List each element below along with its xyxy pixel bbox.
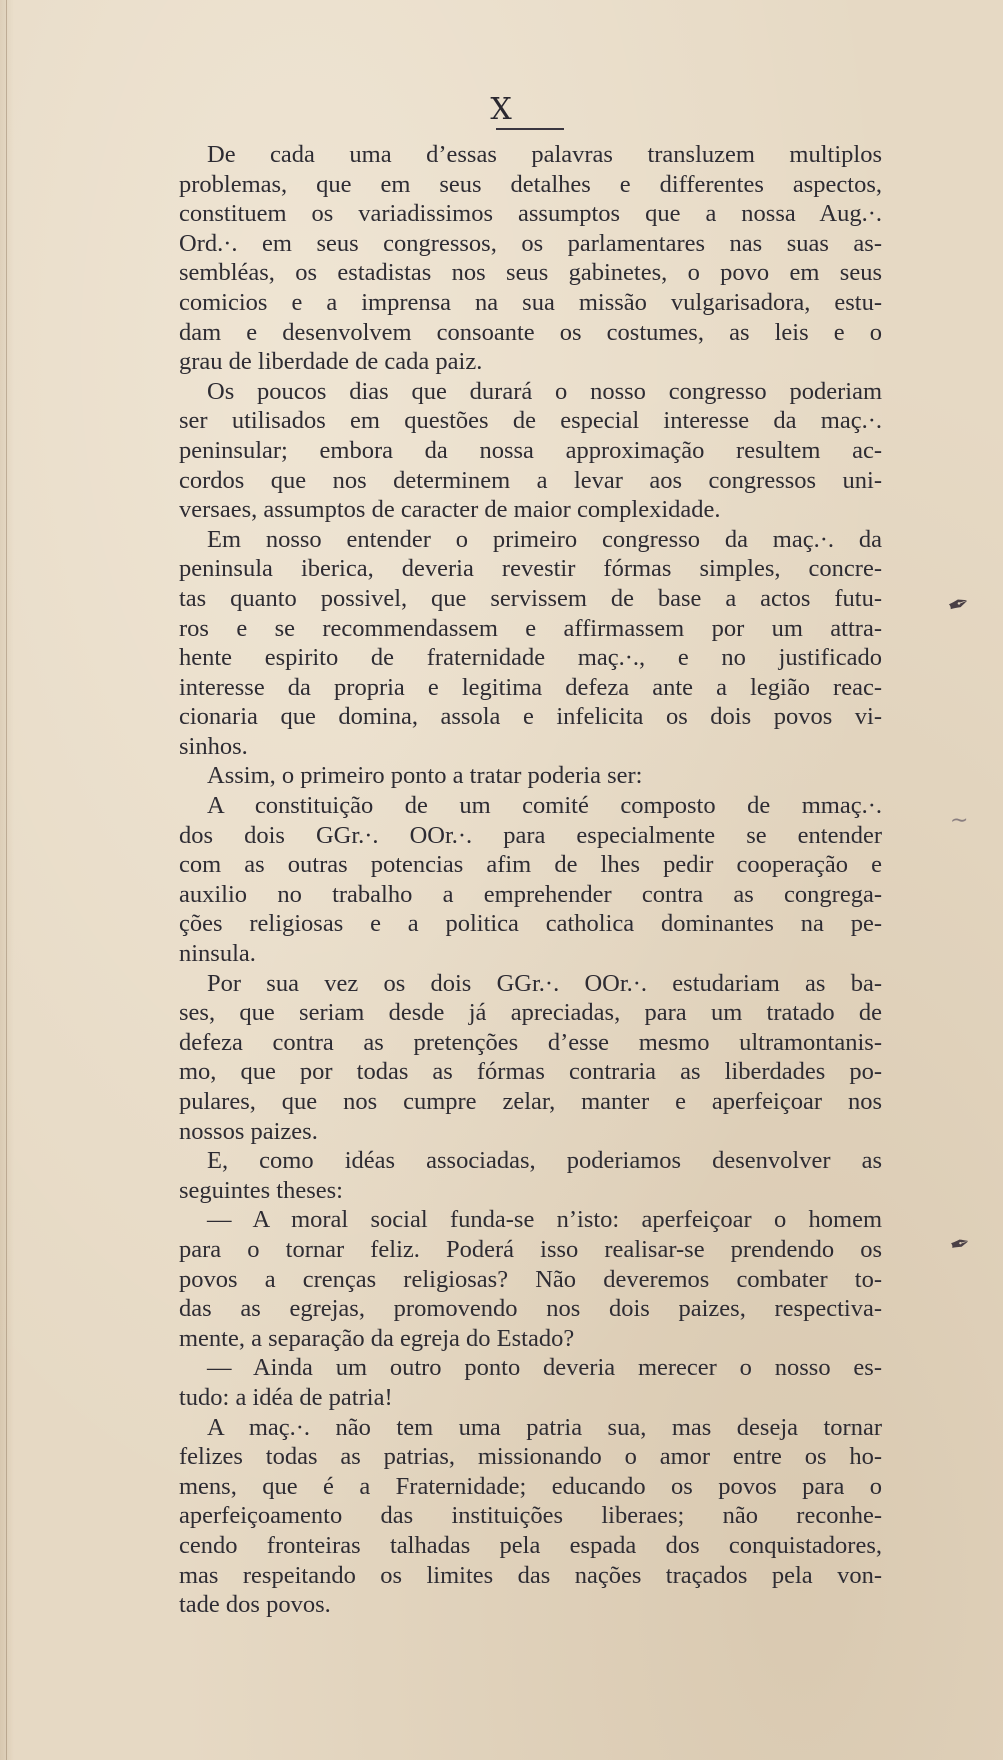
text-line: com as outras potencias afim de lhes pedir cooperação e (179, 851, 882, 879)
text-line: Ord.·. em seus congressos, os parlamentares nas suas as- (179, 229, 882, 257)
text-line: dos dois GGr.·. OOr.·. para especialmente se entender (179, 821, 882, 849)
text-line: grau de liberdade de cada paiz. (179, 348, 483, 376)
text-line: E, como idéas associadas, poderiamos desenvolver as (207, 1147, 882, 1175)
text-line: tas quanto possivel, que servissem de base a actos futu- (179, 584, 882, 612)
text-line: cionaria que domina, assola e infelicita os dois povos vi- (179, 703, 882, 731)
text-line: mo, que por todas as fórmas contraria as liberdades po- (179, 1058, 882, 1086)
text-line: Assim, o primeiro ponto a tratar poderia ser: (207, 762, 643, 790)
text-line: constituem os variadissimos assumptos que a nossa Aug.·. (179, 200, 882, 228)
text-line: aperfeiçoamento das instituições liberaes; não reconhe- (179, 1502, 882, 1530)
page-number: X (490, 92, 513, 127)
text-line: mente, a separação da egreja do Estado? (179, 1324, 575, 1352)
text-line: peninsular; embora da nossa approximação resultem ac- (179, 436, 882, 464)
text-line: interesse da propria e legitima defeza ante a legião reac- (179, 673, 882, 701)
text-line: ninsula. (179, 940, 256, 968)
page-number-rule (496, 128, 564, 130)
text-line: cendo fronteiras talhadas pela espada dos conquistadores, (179, 1531, 882, 1559)
text-line: para o tornar feliz. Poderá isso realisar-se prendendo os (179, 1235, 882, 1263)
text-line: De cada uma d’essas palavras transluzem multiplos (207, 141, 882, 168)
body-text (179, 140, 882, 1620)
text-line: — Ainda um outro ponto deveria merecer o nosso es- (207, 1354, 882, 1382)
text-line: pulares, que nos cumpre zelar, manter e aperfeiçoar nos (179, 1088, 882, 1115)
text-line: felizes todas as patrias, missionando o amor entre os ho- (179, 1443, 882, 1471)
text-line: versaes, assumptos de caracter de maior complexidade. (179, 496, 721, 524)
text-line: ros e se recommendassem e affirmassem por um attra- (179, 614, 882, 642)
text-line: peninsula iberica, deveria revestir fórmas simples, concre- (179, 555, 882, 583)
text-line: sinhos. (179, 732, 248, 760)
text-line: das as egrejas, promovendo nos dois paizes, respectiva- (179, 1295, 882, 1323)
text-line: A maç.·. não tem uma patria sua, mas deseja tornar (207, 1413, 882, 1441)
text-line: sembléas, os estadistas nos seus gabinetes, o povo em seus (179, 259, 882, 287)
text-line: hente espirito de fraternidade maç.·., e no justificado (179, 644, 882, 672)
margin-pencil-mark: ✒ (946, 1227, 974, 1261)
text-line: tade dos povos. (179, 1591, 331, 1619)
text-line: A constituição de um comité composto de mmaç.·. (207, 792, 882, 820)
text-line: dam e desenvolvem consoante os costumes, as leis e o (179, 318, 882, 346)
text-line: seguintes theses: (179, 1176, 343, 1204)
text-line: defeza contra as pretenções d’esse mesmo ultramontanis- (179, 1028, 882, 1056)
text-line: — A moral social funda-se n’isto: aperfeiçoar o homem (207, 1206, 882, 1234)
margin-pencil-mark: ∼ (950, 808, 969, 833)
text-line: nossos paizes. (179, 1117, 318, 1145)
text-line: auxilio no trabalho a emprehender contra as congrega- (179, 880, 882, 908)
text-line: mens, que é a Fraternidade; educando os povos para o (179, 1472, 882, 1500)
text-line: Por sua vez os dois GGr.·. OOr.·. estudariam as ba- (207, 969, 882, 997)
text-line: Em nosso entender o primeiro congresso da maç.·. da (207, 525, 882, 553)
text-line: tudo: a idéa de patria! (179, 1383, 393, 1411)
page-edge-line (6, 0, 7, 1760)
text-line: povos a crenças religiosas? Não deveremos combater to- (179, 1265, 882, 1293)
text-line: ções religiosas e a politica catholica dominantes na pe- (179, 910, 882, 938)
text-line: problemas, que em seus detalhes e differentes aspectos, (179, 170, 882, 198)
text-line: comicios e a imprensa na sua missão vulgarisadora, estu- (179, 288, 882, 316)
text-line: ser utilisados em questões de especial interesse da maç.·. (179, 407, 882, 435)
text-line: Os poucos dias que durará o nosso congresso poderiam (207, 377, 882, 405)
text-line: mas respeitando os limites das nações traçados pela von- (179, 1561, 882, 1589)
margin-pencil-mark: ✒ (943, 587, 975, 623)
text-line: cordos que nos determinem a levar aos congressos uni- (179, 466, 882, 494)
text-line: ses, que seriam desde já apreciadas, para um tratado de (179, 999, 882, 1027)
